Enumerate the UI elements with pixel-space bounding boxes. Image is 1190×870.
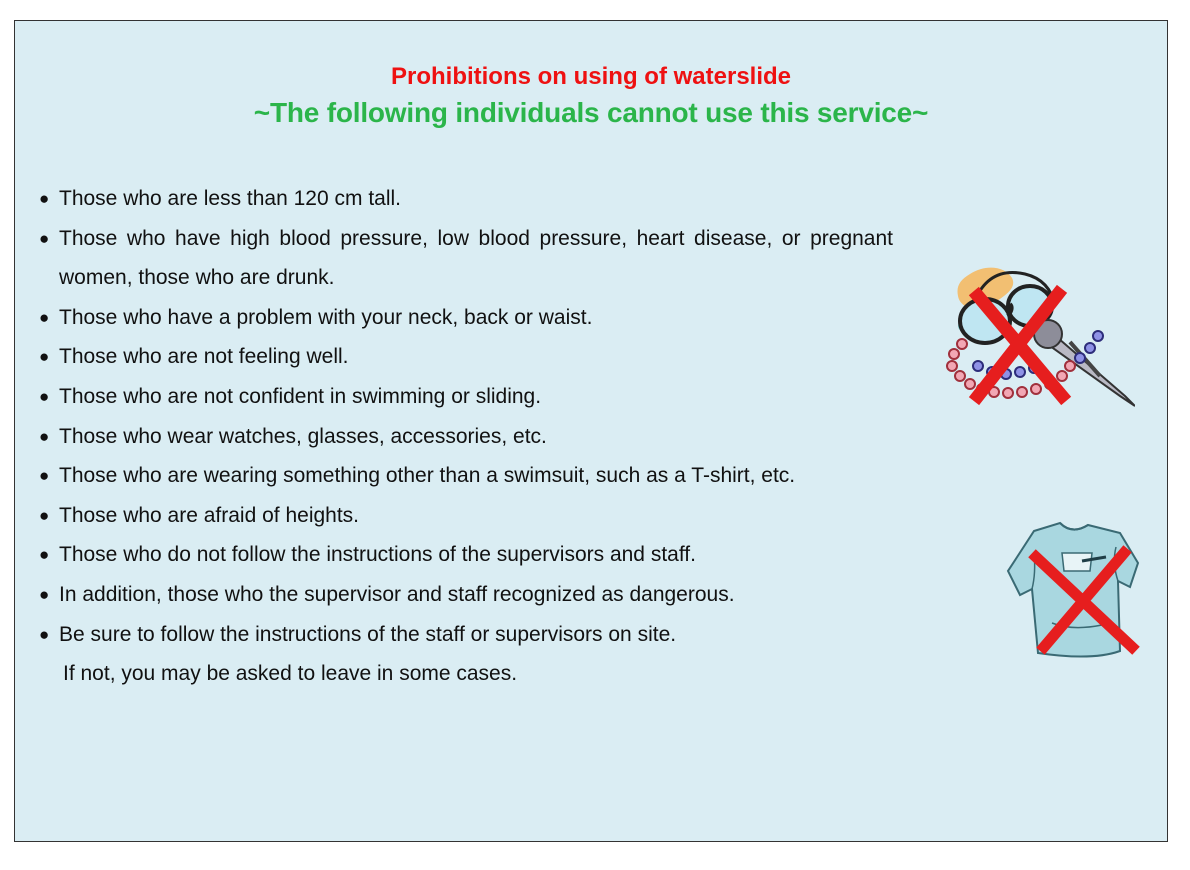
- list-item: [37, 535, 893, 575]
- list-item-text: Those who have a problem with your neck, back or waist.: [59, 305, 593, 329]
- list-item-text: In addition, those who the supervisor and staff recognized as dangerous.: [59, 582, 735, 606]
- list-item: [37, 179, 893, 219]
- bullet-icon: ●: [39, 584, 50, 604]
- bullet-icon: ●: [39, 624, 50, 644]
- bullet-icon: ●: [39, 545, 50, 565]
- list-item-text: Those who wear watches, glasses, accessories, etc.: [59, 424, 547, 448]
- bullet-icon: ●: [39, 466, 50, 486]
- bullet-icon: ●: [39, 189, 50, 208]
- list-item: [37, 417, 893, 457]
- list-item: [37, 377, 893, 417]
- list-item-continuation: If not, you may be asked to leave in some cases.: [63, 662, 518, 686]
- bullet-icon: ●: [39, 426, 50, 446]
- list-item: [37, 456, 893, 496]
- list-item-text: Those who are not feeling well.: [59, 345, 349, 369]
- list-item: [37, 496, 893, 536]
- bullet-icon: ●: [39, 307, 50, 327]
- list-item-text: Those who do not follow the instructions of the supervisors and staff.: [59, 543, 696, 567]
- list-item-text: Be sure to follow the instructions of the staff or supervisors on site.: [59, 622, 677, 646]
- bullet-icon: ●: [39, 386, 50, 406]
- tshirt-prohibited-icon: [1002, 513, 1142, 663]
- bullet-icon: ●: [39, 228, 50, 248]
- notice-panel: [14, 20, 1168, 842]
- list-item: [37, 337, 893, 377]
- list-item-text: Those who are not confident in swimming or sliding.: [59, 384, 542, 408]
- list-item-text: Those who are wearing something other than a swimsuit, such as a T-shirt, etc.: [59, 464, 796, 488]
- list-item: [37, 615, 893, 694]
- bullet-icon: ●: [39, 347, 50, 367]
- list-item: [37, 219, 893, 298]
- notice-subtitle: ~The following individuals cannot use this service~: [253, 97, 929, 128]
- list-item-text: Those who are afraid of heights.: [59, 503, 360, 527]
- prohibitions-list: [37, 179, 893, 694]
- list-item: [37, 575, 893, 615]
- list-item-text: Those who are less than 120 cm tall.: [59, 187, 402, 210]
- list-item-text: Those who have high blood pressure, low blood pressure, heart disease, or pregnant women, those who are drunk.: [59, 226, 893, 290]
- glasses-watch-necklace-prohibited-icon: [930, 246, 1135, 411]
- notice-title: Prohibitions on using of waterslide: [390, 63, 792, 90]
- bullet-icon: ●: [39, 505, 50, 525]
- list-item: [37, 298, 893, 338]
